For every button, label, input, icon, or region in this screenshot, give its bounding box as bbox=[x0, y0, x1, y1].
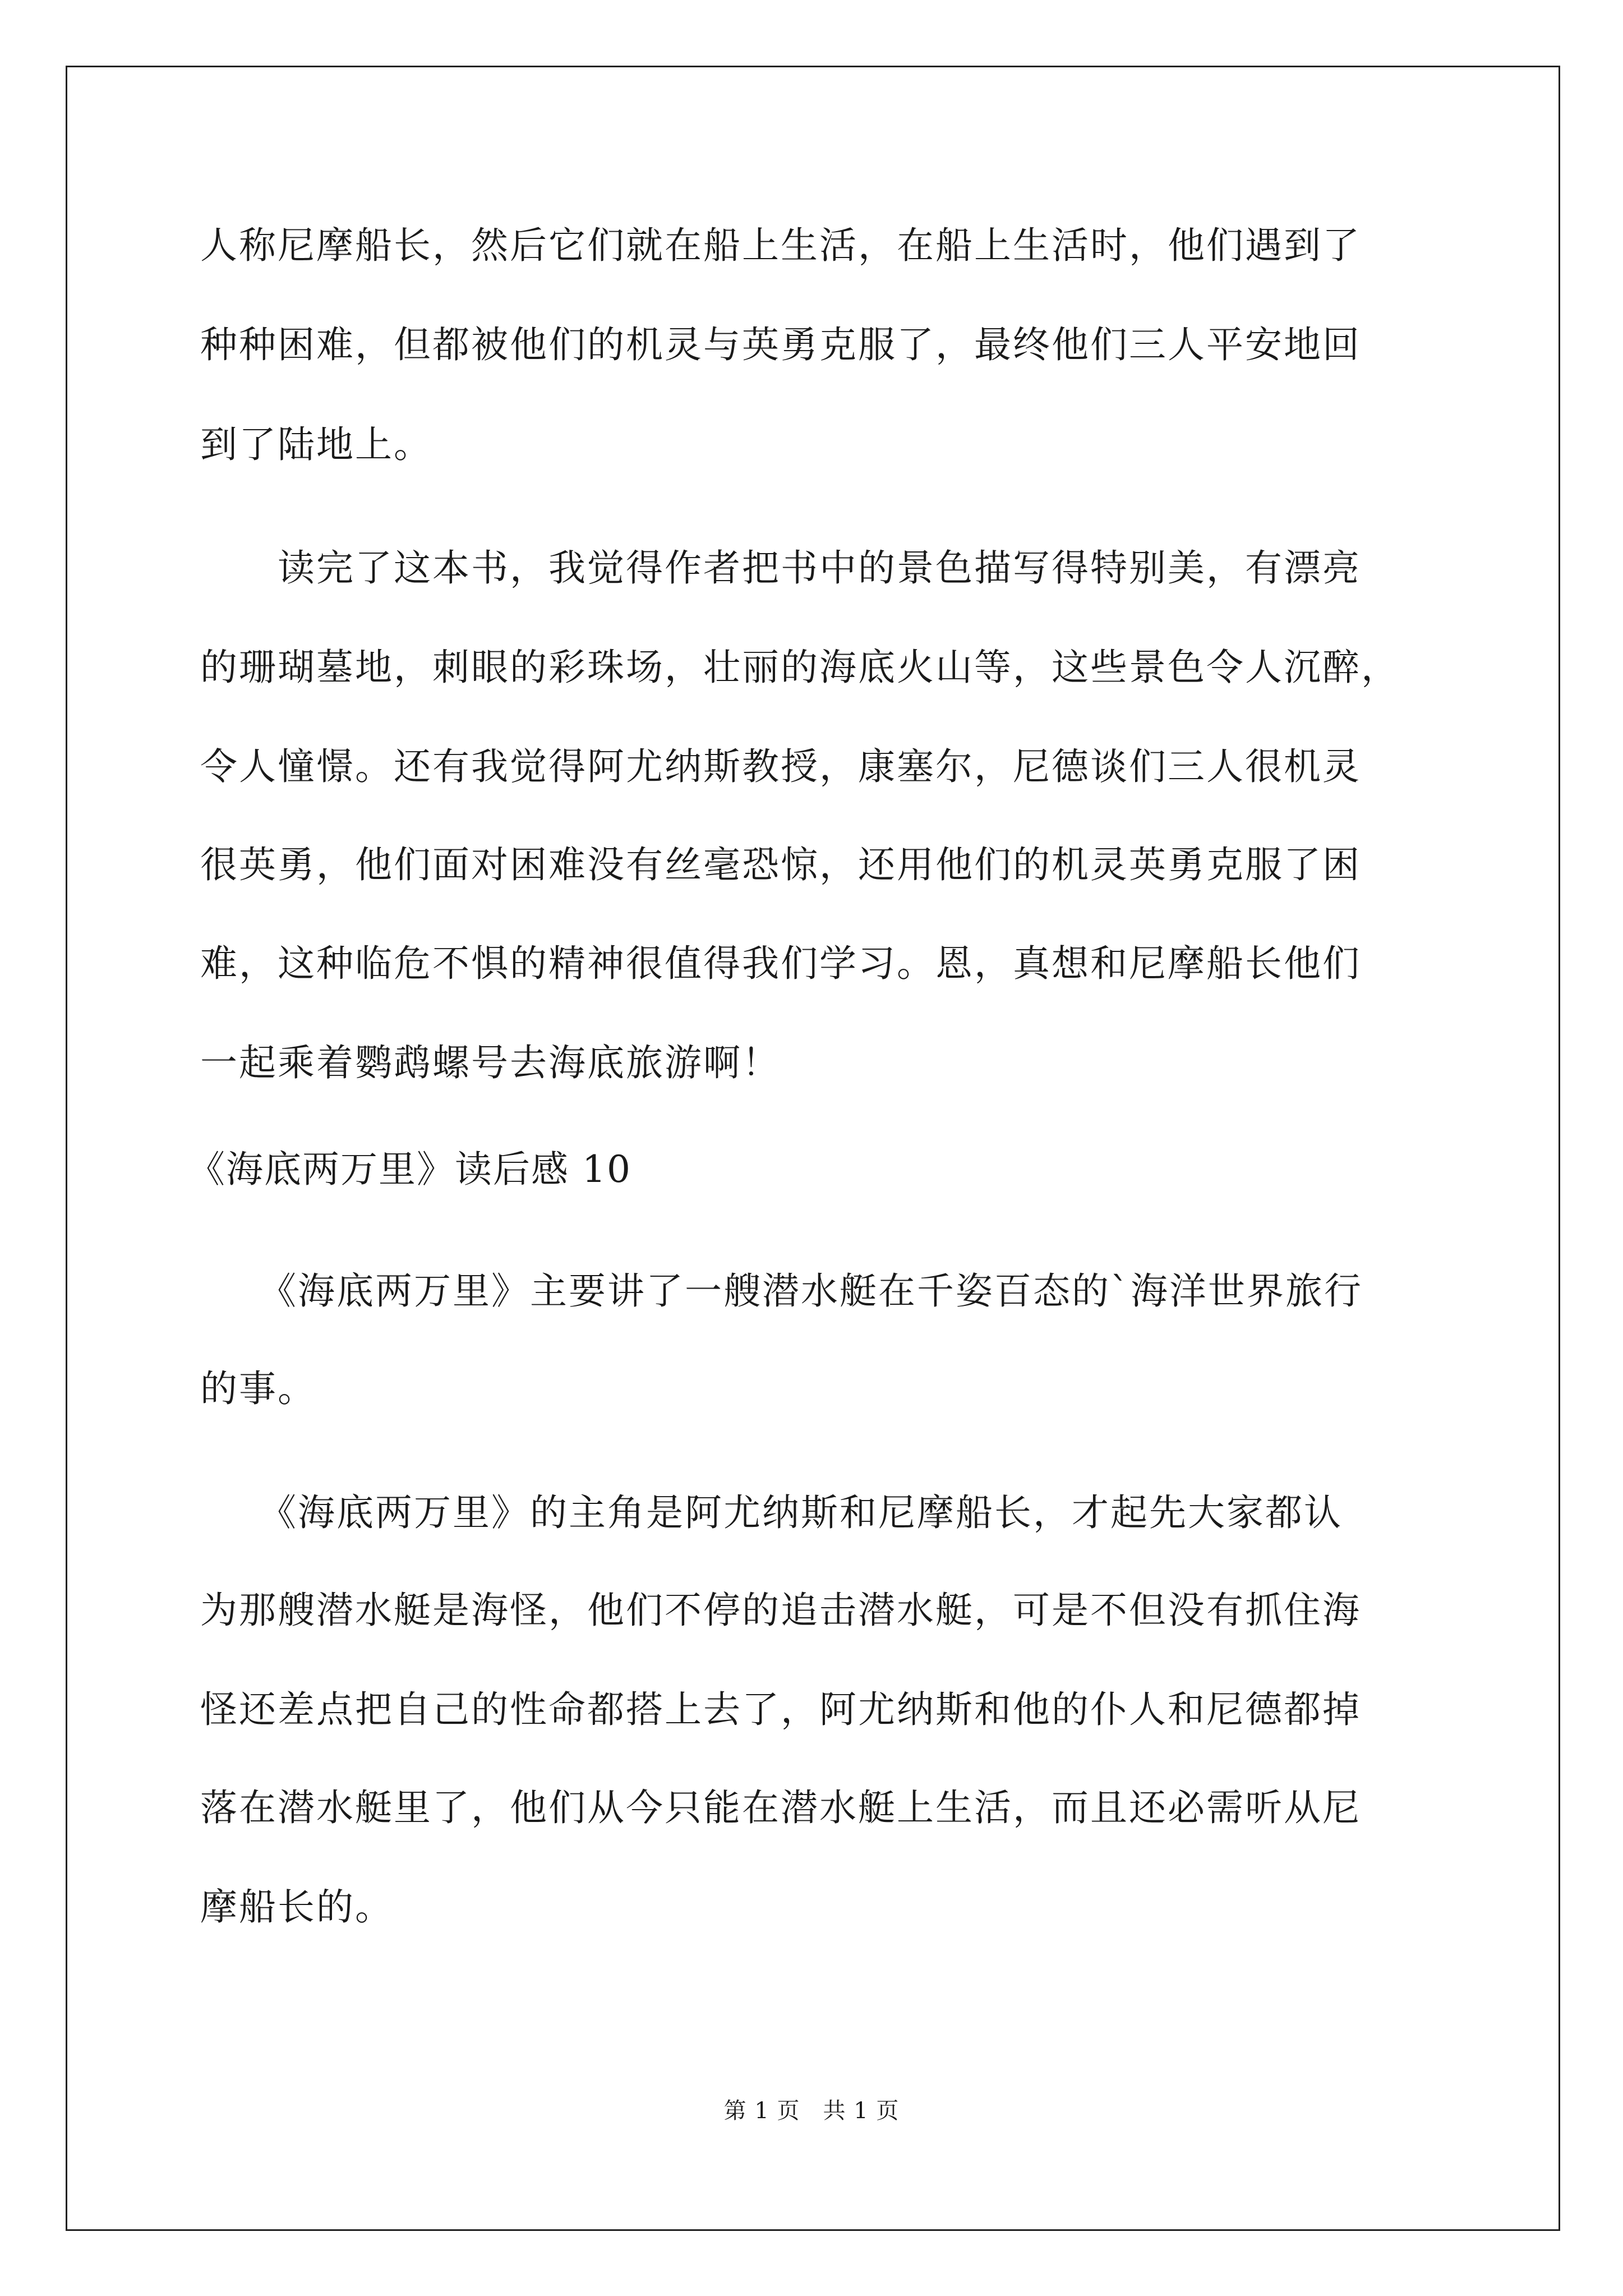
paragraph-line: 读完了这本书，我觉得作者把书中的景色描写得特别美，有漂亮 bbox=[200, 546, 1361, 590]
paragraph-line: 一起乘着鹦鹉螺号去海底旅游啊！ bbox=[200, 1041, 781, 1084]
paragraph-line: 令人憧憬。还有我觉得阿尤纳斯教授，康塞尔，尼德谈们三人很机灵 bbox=[200, 745, 1361, 788]
paragraph-line: 摩船长的。 bbox=[200, 1885, 394, 1929]
paragraph-line: 到了陆地上。 bbox=[200, 423, 432, 466]
paragraph-line: 难，这种临危不惧的精神很值得我们学习。恩，真想和尼摩船长他们 bbox=[200, 942, 1361, 985]
paragraph-line: 《海底两万里》的主角是阿尤纳斯和尼摩船长，才起先大家都认 bbox=[200, 1491, 1343, 1534]
paragraph-line: 人称尼摩船长，然后它们就在船上生活，在船上生活时，他们遇到了 bbox=[200, 224, 1361, 267]
paragraph-line: 很英勇，他们面对困难没有丝毫恐惊，还用他们的机灵英勇克服了困 bbox=[200, 843, 1361, 886]
section-heading: 《海底两万里》读后感 10 bbox=[188, 1148, 631, 1191]
paragraph-line: 落在潜水艇里了，他们从今只能在潜水艇上生活，而且还必需听从尼 bbox=[200, 1786, 1361, 1829]
paragraph-line: 的事。 bbox=[200, 1367, 316, 1410]
paragraph-line: 为那艘潜水艇是海怪，他们不停的追击潜水艇，可是不但没有抓住海 bbox=[200, 1589, 1361, 1632]
paragraph-line: 怪还差点把自己的性命都搭上去了，阿尤纳斯和他的仆人和尼德都掉 bbox=[200, 1688, 1361, 1731]
paragraph-line: 《海底两万里》主要讲了一艘潜水艇在千姿百态的`海洋世界旅行 bbox=[200, 1269, 1363, 1313]
page-number-footer: 第 1 页 共 1 页 bbox=[723, 2098, 900, 2124]
paragraph-line: 的珊瑚墓地，刺眼的彩珠场，壮丽的海底火山等，这些景色令人沉醉， bbox=[200, 646, 1400, 689]
paragraph-line: 种种困难，但都被他们的机灵与英勇克服了，最终他们三人平安地回 bbox=[200, 323, 1361, 366]
